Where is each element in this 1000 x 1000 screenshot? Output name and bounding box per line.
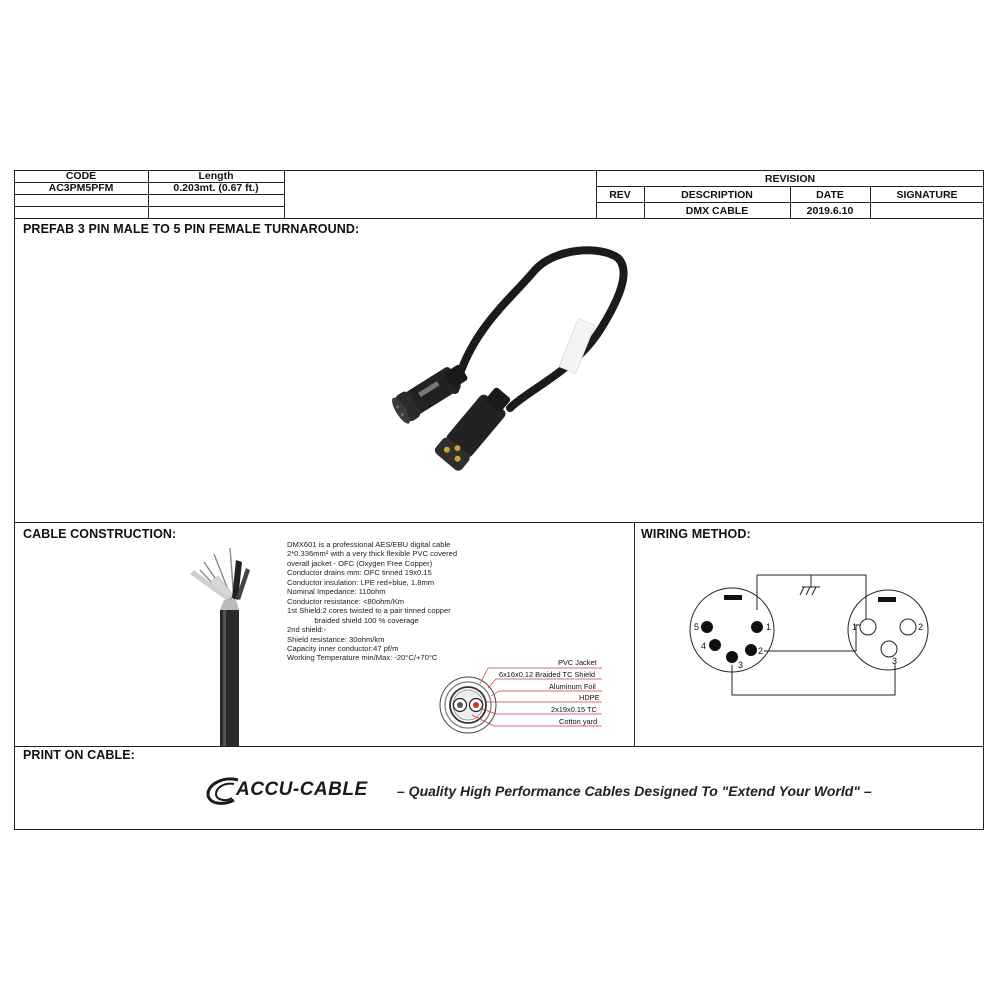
spec-line: Working Temperature min/Max: -20°C/+70°C [287, 653, 438, 663]
five-pin-label: 3 [738, 660, 744, 670]
section-divider [14, 746, 984, 747]
five-pin-label: 5 [694, 622, 700, 632]
layer-label: Cotton yard [559, 717, 598, 726]
layer-label: Aluminum Foil [549, 682, 596, 691]
header-line [14, 194, 284, 195]
code-value: AC3PM5PFM [48, 182, 114, 194]
pin-1 [751, 621, 763, 633]
spec-line: Conductor resistance: <80ohm/Km [287, 596, 405, 606]
spec-line: Conductor insulation: LPE red+blue, 1.8mm [287, 577, 435, 587]
spec-line: overall jacket - OFC (Oxygen Free Copper) [287, 558, 433, 568]
spec-line: DMX601 is a professional AES/EBU digital cable [287, 540, 451, 549]
brand-tagline: – Quality High Performance Cables Designed To "Extend Your World" – [397, 783, 872, 799]
pin-5 [701, 621, 713, 633]
revision-description: DMX CABLE [685, 205, 749, 217]
pin-2 [745, 644, 757, 656]
spec-line: Conductor drains mm: OFC tinned 19x0.15 [287, 568, 432, 578]
revision-date: 2019.6.10 [806, 205, 854, 217]
rev-column-header: REV [609, 189, 631, 201]
signature-column-header: SIGNATURE [896, 189, 958, 201]
five-pin-label: 4 [701, 641, 707, 651]
length-label: Length [198, 170, 234, 182]
spec-line: Capacity inner conductor:47 pf/m [287, 643, 399, 653]
brand-logo-text: ACCU-CABLE [236, 779, 368, 800]
spec-line: Shield resistance: 30ohm/km [287, 634, 385, 644]
section-divider [634, 522, 635, 746]
wiring-diagram [680, 565, 950, 705]
pin-3 [726, 651, 738, 663]
description-column-header: DESCRIPTION [681, 189, 753, 201]
three-pin-label: 2 [918, 622, 924, 632]
header-divider [284, 170, 285, 218]
construction-title: CABLE CONSTRUCTION: [23, 527, 177, 541]
code-label: CODE [65, 170, 97, 182]
length-value: 0.203mt. (0.67 ft.) [173, 182, 259, 194]
wiring-title: WIRING METHOD: [641, 527, 751, 541]
header-line [14, 206, 284, 207]
revision-label: REVISION [764, 173, 816, 185]
spec-line: Nominal Impedance: 110ohm [287, 587, 386, 597]
five-pin-label: 1 [766, 622, 772, 632]
three-pin-label: 3 [892, 656, 898, 666]
layer-label: PVC Jacket [558, 658, 597, 667]
spec-line: 2nd shield:- [287, 625, 327, 635]
five-pin-label: 2 [758, 646, 764, 656]
layer-label: HDPE [579, 693, 600, 702]
cable-spec-text [287, 540, 507, 663]
date-column-header: DATE [816, 189, 844, 201]
product-title: PREFAB 3 PIN MALE TO 5 PIN FEMALE TURNAROUND: [23, 222, 360, 236]
pin-4 [709, 639, 721, 651]
cable-cutaway-illustration [180, 540, 260, 746]
cable-photo [360, 240, 650, 510]
layer-label: 2x19x0.15 TC [551, 705, 597, 714]
three-pin-label: 1 [852, 622, 858, 632]
spec-line: 2*0.336mm² with a very thick flexible PVC covered [287, 549, 458, 559]
header-bottom-line [14, 218, 984, 219]
spec-line: braided shield 100 % coverage [287, 615, 419, 625]
section-divider [14, 522, 984, 523]
spec-line: 1st Shield:2 cores twisted to a pair tinned copper [287, 606, 451, 616]
layer-label: 6x16x0.12 Braided TC Shield [499, 670, 596, 679]
print-title: PRINT ON CABLE: [23, 748, 135, 762]
